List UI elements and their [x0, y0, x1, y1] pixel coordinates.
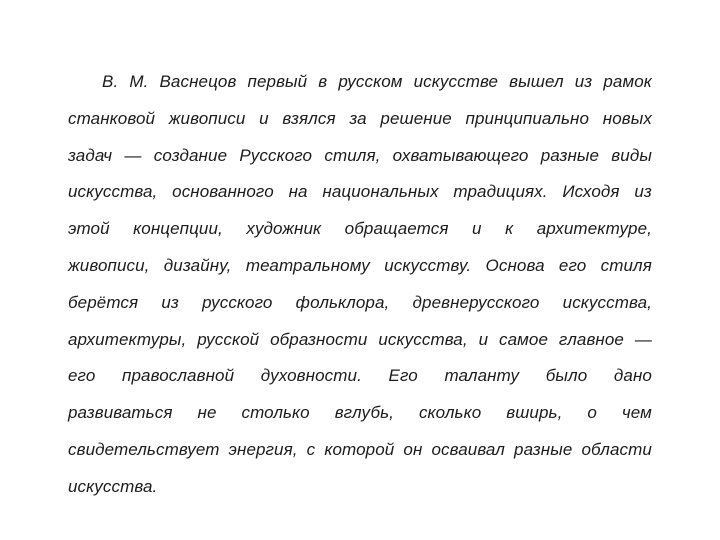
word: этой	[68, 219, 110, 239]
word: национальных	[322, 182, 439, 202]
word: вширь,	[506, 403, 563, 423]
paragraph-text	[68, 64, 652, 506]
word: Его	[388, 366, 418, 386]
word: чем	[621, 403, 652, 423]
word: его	[68, 366, 96, 386]
word: искусстве	[413, 72, 499, 91]
word: было	[545, 366, 588, 386]
word: из	[161, 292, 179, 312]
word: о	[587, 403, 597, 423]
word: православной	[122, 366, 235, 386]
word: которой	[324, 439, 395, 459]
word: за	[349, 108, 367, 128]
word: искусства,	[562, 292, 652, 312]
word: живописи,	[68, 255, 150, 275]
word: из	[634, 182, 652, 202]
word: стиля,	[324, 145, 381, 165]
word: рамок	[603, 72, 652, 91]
word: первый	[247, 72, 308, 91]
word: вышел	[509, 72, 564, 91]
word: новых	[602, 108, 652, 128]
word: дизайну,	[163, 255, 232, 275]
word: и	[259, 108, 269, 128]
word: и	[478, 329, 489, 349]
word: живописи	[168, 108, 246, 128]
word: искусства,	[68, 182, 158, 202]
text-line	[68, 64, 652, 101]
word: его	[558, 255, 587, 275]
word: стиля	[600, 255, 652, 275]
text-line	[68, 211, 652, 248]
word: традициях.	[453, 182, 548, 202]
word: из	[574, 72, 593, 91]
word: таланту	[444, 366, 520, 386]
word: художник	[246, 219, 322, 239]
word: В.	[102, 72, 119, 91]
word: самое	[499, 329, 549, 349]
word: вглубь,	[334, 403, 394, 423]
word: осваивал	[431, 439, 505, 459]
text-line	[68, 285, 652, 322]
text-line	[68, 322, 652, 359]
word: русском	[338, 72, 403, 91]
word: с	[306, 439, 316, 459]
word: станковой	[68, 108, 156, 128]
word: охватывающего	[392, 145, 529, 165]
word: —	[124, 145, 142, 165]
word: области	[581, 439, 652, 459]
text-line	[68, 174, 652, 211]
word: дано	[613, 366, 652, 386]
word: принципиально	[465, 108, 590, 128]
word: разные	[514, 439, 573, 459]
text-line	[68, 138, 652, 175]
word: решение	[380, 108, 452, 128]
word: древнерусского	[412, 292, 540, 312]
word: фольклора,	[295, 292, 390, 312]
word: духовности.	[260, 366, 362, 386]
word: театральному	[245, 255, 370, 275]
word: искусства,	[378, 329, 468, 349]
word: развиваться	[68, 403, 173, 423]
word: виды	[611, 145, 652, 165]
text-line	[68, 248, 652, 285]
word: столько	[241, 403, 310, 423]
word: Исходя	[562, 182, 620, 202]
text-line	[68, 395, 652, 432]
word: искусству.	[384, 255, 472, 275]
text-line	[68, 101, 652, 138]
word: русской	[197, 329, 260, 349]
word: Основа	[485, 255, 545, 275]
word: создание	[153, 145, 228, 165]
text-line	[68, 358, 652, 395]
word: он	[403, 439, 423, 459]
word: обращается	[344, 219, 449, 239]
word: архитектуре,	[536, 219, 652, 239]
word: берётся	[68, 292, 139, 312]
text-line	[68, 432, 652, 469]
word: сколько	[418, 403, 482, 423]
word: основанного	[172, 182, 274, 202]
word: архитектуры,	[68, 329, 187, 349]
word: и	[472, 219, 482, 239]
word: задач	[68, 145, 113, 165]
text-line: искусства.	[68, 476, 158, 496]
word: русского	[202, 292, 273, 312]
word: к	[505, 219, 514, 239]
word: энергия,	[228, 439, 298, 459]
word: Русского	[239, 145, 313, 165]
word: —	[634, 329, 652, 349]
word: в	[318, 72, 328, 91]
word: взялся	[282, 108, 336, 128]
word: концепции,	[133, 219, 223, 239]
word: свидетельствует	[68, 439, 220, 459]
word: разные	[540, 145, 600, 165]
word: не	[197, 403, 217, 423]
word: образности	[270, 329, 368, 349]
word: на	[288, 182, 308, 202]
word: главное	[558, 329, 624, 349]
word: М.	[129, 72, 149, 91]
word: Васнецов	[159, 72, 237, 91]
